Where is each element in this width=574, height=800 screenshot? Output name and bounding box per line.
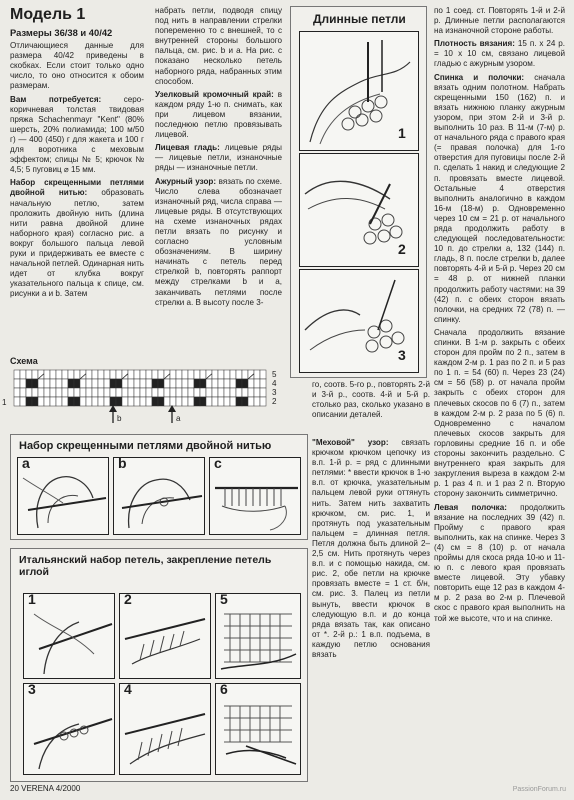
scheme-cell: [146, 370, 152, 379]
italian-number-3: 3: [28, 681, 36, 697]
fur-paragraph: [312, 438, 430, 660]
watermark: PassionForum.ru: [512, 786, 566, 793]
scheme-cell: [230, 370, 236, 379]
panel-number-3: 3: [398, 347, 406, 363]
italian-illustration-5: [216, 591, 300, 678]
scheme-cell: [224, 379, 230, 388]
scheme-cell: [74, 397, 80, 406]
scheme-cell: [38, 388, 44, 397]
scheme-cell: [200, 397, 206, 406]
scheme-cell: [212, 388, 218, 397]
scheme-cell: [158, 388, 164, 397]
scheme-cell: [104, 397, 110, 406]
italian-illustration-6: [216, 681, 300, 774]
scheme-cell: [104, 388, 110, 397]
scheme-cell: [158, 379, 164, 388]
scheme-cell: [140, 370, 146, 379]
caston-illustration-a: [18, 455, 108, 534]
long-loops-title: Длинные петли: [313, 12, 406, 26]
scheme-cell: [248, 379, 254, 388]
scheme-cell: [44, 397, 50, 406]
scheme-cell: [56, 388, 62, 397]
scheme-cell: [224, 397, 230, 406]
column-3-under-box: го, соотв. 5-го р., повторять 2-й и 3-й р., соотв. 4-й и 5-й р. столько раз, сколько указано в описании деталей.: [312, 380, 430, 420]
scheme-cell: [164, 379, 170, 388]
scheme-cell: [68, 379, 74, 388]
scheme-cell: [176, 397, 182, 406]
scheme-cell: [116, 397, 122, 406]
scheme-cell: [32, 397, 38, 406]
scheme-cell: [20, 379, 26, 388]
scheme-cell: [218, 370, 224, 379]
double-caston-panel-a: [17, 457, 109, 535]
scheme-cell: [62, 388, 68, 397]
scheme-cell: [212, 379, 218, 388]
scheme-cell: [80, 397, 86, 406]
scheme-cell: [188, 379, 194, 388]
scheme-cell: [104, 379, 110, 388]
density-paragraph: [434, 39, 565, 69]
long-loops-box: [290, 6, 427, 378]
scheme-cell: [110, 397, 116, 406]
scheme-cell: [206, 388, 212, 397]
scheme-cell: [74, 370, 80, 379]
scheme-cell: [92, 388, 98, 397]
scheme-cell: [218, 397, 224, 406]
scheme-cell: [134, 370, 140, 379]
scheme-row-4: 4: [272, 379, 277, 388]
arrow-b-label: b: [117, 414, 122, 423]
panel-letter-c: c: [214, 455, 222, 471]
panel-number-2: 2: [398, 241, 406, 257]
scheme-cell: [32, 379, 38, 388]
scheme-cell: [68, 370, 74, 379]
scheme-cell: [134, 397, 140, 406]
materials-text: серо-коричневая толстая твидовая пряжа Schachenmayr "Kent" (80% шерсть, 20% полиамида; 100 м/50 г) — 400 (450) г для жакета и 100 г для воротника с меховым эффектом; спицы № 5; крючок № 4,5; 5 пуговиц ⌀ 15 мм.: [10, 94, 144, 175]
scheme-cell: [260, 397, 266, 406]
scheme-cell: [158, 370, 164, 379]
scheme-cell: [176, 370, 182, 379]
column-2: [155, 6, 282, 308]
scheme-cell: [254, 379, 260, 388]
panel-letter-a: a: [22, 455, 30, 471]
scheme-cell: [176, 379, 182, 388]
lace-paragraph: [155, 177, 282, 308]
scheme-cell: [230, 397, 236, 406]
scheme-cell: [200, 388, 206, 397]
scheme-cell: [74, 388, 80, 397]
scheme-cell: [68, 388, 74, 397]
scheme-cell: [92, 370, 98, 379]
scheme-cell: [50, 379, 56, 388]
scheme-cell: [254, 397, 260, 406]
page-title: Модель 1: [10, 6, 86, 23]
back-paragraph: [434, 73, 565, 325]
left-front-text: продолжить вязание на последних 39 (42) п. Пройму с правого края выполнить, как на спинке. Через 3 (4) см = 8 (10) р. от начала проймы для скоса ряда 10-ю и 11-ю п. с левого края провязать вместе лицевой. Эту убавку повторить еще 12 раз в каждом 4-м р. 2 раза во 2-м р. Плечевой скос с правого края выполнить на той же высоте, что и на спинке.: [434, 502, 565, 623]
italian-illustration-2: [120, 591, 210, 678]
italian-panel-6: [215, 683, 301, 775]
scheme-chart: [2, 368, 282, 428]
left-front-paragraph: [434, 503, 565, 624]
scheme-cell: [236, 397, 242, 406]
scheme-cell: [146, 397, 152, 406]
scheme-cell: [182, 370, 188, 379]
lace-text: вязать по схеме. Число слева обозначает изнаночный ряд, числа справа — лицевые ряды. В отсутствующих на схеме изнаночных рядах петли вязать по рисунку и согласно условным обозначениям. В ширину начинать с петель перед стрелкой b, повторять раппорт между стрелками b и a, заканчивать петлями после стрелки a. В высоту после 3-: [155, 176, 282, 307]
scheme-cell: [92, 397, 98, 406]
scheme-cell: [62, 370, 68, 379]
scheme-cell: [194, 397, 200, 406]
column-4: [434, 6, 565, 624]
scheme-cell: [146, 379, 152, 388]
scheme-cell: [98, 388, 104, 397]
scheme-cell: [98, 370, 104, 379]
caston-paragraph: [10, 178, 144, 299]
scheme-cell: [38, 379, 44, 388]
scheme-cell: [260, 388, 266, 397]
caston-illustration-b: [114, 455, 204, 534]
scheme-cell: [212, 370, 218, 379]
scheme-cell: [218, 388, 224, 397]
double-caston-title: Набор скрещенными петлями двойной нитью: [19, 440, 272, 452]
italian-number-1: 1: [28, 591, 36, 607]
scheme-cell: [98, 397, 104, 406]
long-loops-panel-3: [299, 269, 419, 373]
scheme-cell: [104, 370, 110, 379]
scheme-cell: [254, 388, 260, 397]
scheme-cell: [56, 397, 62, 406]
scheme-cell: [224, 388, 230, 397]
scheme-cell: [188, 397, 194, 406]
scheme-cell: [32, 388, 38, 397]
stockinette-text: лицевые ряды — лицевые петли, изнаночные ряды — изнаночные петли.: [155, 143, 282, 173]
italian-number-2: 2: [124, 591, 132, 607]
scheme-row-number-left: 1: [2, 398, 7, 407]
scheme-cell: [152, 397, 158, 406]
italian-caston-box: [10, 548, 308, 782]
scheme-cell: [86, 388, 92, 397]
scheme-cell: [20, 397, 26, 406]
caston-illustration-c: [210, 455, 300, 534]
scheme-cell: [80, 379, 86, 388]
scheme-cell: [62, 397, 68, 406]
scheme-cell: [188, 370, 194, 379]
scheme-cell: [242, 388, 248, 397]
scheme-cell: [236, 388, 242, 397]
scheme-cell: [224, 370, 230, 379]
scheme-cell: [50, 370, 56, 379]
caston-text: образовать начальную петлю, затем проложить двойную нить (длина нити равна двойной длине наборного края) согласно рис. а вокруг большого пальца левой руки и придерживать ее вместе с начальной петлей. Одинарная нить идет от клубка вокруг указательного пальца к спице, см. рисунки а и b. Затем: [10, 188, 144, 299]
scheme-cell: [158, 397, 164, 406]
scheme-cell: [26, 379, 32, 388]
col2-p1: набрать петли, подводя спицу под нить в направлении стрелки попеременно то с внешней, то с внутренней стороны большого пальца, см. рис. b и a. На рис. c показано несколько петель наборного ряда, набранных этим способом.: [155, 6, 282, 86]
scheme-row-2: 2: [272, 397, 277, 406]
scheme-cell: [230, 379, 236, 388]
scheme-cell: [122, 388, 128, 397]
scheme-cell: [122, 379, 128, 388]
scheme-cell: [116, 388, 122, 397]
page-footer: 20 VERENA 4/2000: [10, 784, 81, 793]
scheme-grid: [10, 368, 282, 428]
fur-label: "Меховой" узор:: [312, 438, 389, 447]
scheme-cell: [248, 397, 254, 406]
scheme-cell: [140, 397, 146, 406]
scheme-cell: [50, 397, 56, 406]
scheme-cell: [140, 379, 146, 388]
column-1: [10, 28, 144, 299]
caston-label: Набор скрещенными петлями двойной нитью:: [10, 178, 144, 198]
scheme-cell: [98, 379, 104, 388]
scheme-cell: [74, 379, 80, 388]
scheme-cell: [86, 397, 92, 406]
scheme-cell: [230, 388, 236, 397]
scheme-cell: [26, 388, 32, 397]
scheme-cell: [50, 388, 56, 397]
scheme-cell: [14, 388, 20, 397]
scheme-cell: [38, 397, 44, 406]
back-paragraph-2: Сначала продолжить вязание спинки. В 1-м р. закрыть с обеих сторон для пройм по 2 п., затем в каждом 2-м р. 1 раз по 2 п. и 5 раз по 1 п. = 54 (60) п. Через 23 (24) см = 56 (58) р. от начала пройм закрыть с обеих сторон для плечевых скосов по 6 (7) п., затем в каждом 2-м р. 2 раза по 5 (6) п. Одновременно с началом плечевых скосов закрыть для горловины средние 16 п. и обе стороны закончить раздельно. С внутреннего края закрыть для закругления выреза в каждом 2-м р. 1 раз 4 п. и 1 раз 2 п. Вторую сторону закончить симметрично.: [434, 327, 565, 499]
fur-text: связать крючком крючком цепочку из в.п. 1-й р. = ряд с длинными петлями: * ввести крючок в 1-ю в.п. от крючка, указательным пальцем левой руки оттянуть нить. Затем нить захватить крючком, см. рис. 1, и протянуть под указательным пальцем = длинная петля. Петля должна быть длиной 2–2,5 см. Нить протянуть через в.п. и с помощью накида, см. рис. 2, обе петли на крючке провязать вместе = 1 ст. б/н, см. рис. 3. Палец из петли вынуть, ввести крючок в следующую в.п. и до конца ряда вязать так, как описано от *. 2-й р.: 1 в.п. подъема, в каждую петлю основания вязать: [312, 438, 430, 659]
panel-letter-b: b: [118, 455, 127, 471]
scheme-cell: [260, 370, 266, 379]
intro-text: Отличающиеся данные для размера 40/42 приведены в скобках. Если стоит только одно число, то оно относится к обоим размерам.: [10, 41, 144, 91]
double-caston-panel-c: [209, 457, 301, 535]
stockinette-label: Лицевая гладь:: [155, 143, 220, 153]
italian-number-5: 5: [220, 591, 228, 607]
back-label: Спинка и полочки:: [434, 72, 525, 82]
scheme-cell: [80, 388, 86, 397]
scheme-cell: [128, 397, 134, 406]
scheme-cell: [170, 379, 176, 388]
scheme-cell: [44, 379, 50, 388]
scheme-cell: [188, 388, 194, 397]
materials-paragraph: [10, 95, 144, 176]
scheme-cell: [212, 397, 218, 406]
scheme-cell: [62, 379, 68, 388]
scheme-cell: [44, 370, 50, 379]
scheme-cell: [20, 370, 26, 379]
scheme-cell: [110, 388, 116, 397]
scheme-cell: [164, 397, 170, 406]
scheme-cell: [242, 370, 248, 379]
italian-number-4: 4: [124, 681, 132, 697]
scheme-cell: [248, 388, 254, 397]
scheme-cell: [152, 370, 158, 379]
scheme-cell: [14, 397, 20, 406]
materials-label: Вам потребуется:: [10, 94, 102, 104]
panel-number-1: 1: [398, 125, 406, 141]
scheme-cell: [140, 388, 146, 397]
scheme-row-5: 5: [272, 370, 277, 379]
col4-p1: по 1 соед. ст. Повторять 1-й и 2-й р. Длинные петли располагаются на изнаночной стороне работы.: [434, 6, 565, 36]
scheme-cell: [134, 388, 140, 397]
scheme-cell: [56, 370, 62, 379]
scheme-cell: [122, 397, 128, 406]
scheme-cell: [170, 397, 176, 406]
scheme-cell: [236, 379, 242, 388]
edge-paragraph: [155, 90, 282, 140]
scheme-cell: [116, 370, 122, 379]
column-3b: [312, 438, 430, 660]
scheme-cell: [14, 379, 20, 388]
scheme-cell: [26, 397, 32, 406]
scheme-cell: [128, 388, 134, 397]
scheme-cell: [116, 379, 122, 388]
scheme-cell: [200, 370, 206, 379]
italian-illustration-4: [120, 681, 210, 774]
scheme-cell: [86, 379, 92, 388]
scheme-cell: [170, 388, 176, 397]
density-text: 15 п. х 24 р. = 10 х 10 см, связано лицевой гладью с ажурным узором.: [434, 39, 566, 69]
scheme-cell: [164, 388, 170, 397]
scheme-cell: [254, 370, 260, 379]
scheme-row-3: 3: [272, 388, 277, 397]
scheme-cell: [14, 370, 20, 379]
scheme-cell: [218, 379, 224, 388]
scheme-cell: [182, 397, 188, 406]
scheme-cell: [260, 379, 266, 388]
scheme-cell: [194, 388, 200, 397]
italian-panel-4: [119, 683, 211, 775]
scheme-cell: [176, 388, 182, 397]
density-label: Плотность вязания:: [434, 39, 515, 49]
edge-text: в каждом ряду 1-ю п. снимать, как при лицевом вязании, последнюю петлю провязывать лицевой.: [155, 89, 283, 140]
italian-number-6: 6: [220, 681, 228, 697]
lace-label: Ажурный узор:: [155, 176, 217, 186]
scheme-cell: [206, 397, 212, 406]
scheme-cell: [110, 370, 116, 379]
italian-panel-5: [215, 593, 301, 679]
scheme-cell: [152, 388, 158, 397]
scheme-cell: [182, 388, 188, 397]
scheme-cell: [110, 379, 116, 388]
scheme-cell: [56, 379, 62, 388]
edge-label: Узелковый кромочный край:: [155, 89, 274, 99]
scheme-cell: [134, 379, 140, 388]
scheme-cell: [152, 379, 158, 388]
scheme-label: Схема: [10, 356, 38, 366]
scheme-cell: [92, 379, 98, 388]
scheme-cell: [86, 370, 92, 379]
double-caston-panel-b: [113, 457, 205, 535]
scheme-cell: [128, 370, 134, 379]
scheme-cell: [194, 379, 200, 388]
scheme-cell: [236, 370, 242, 379]
scheme-cell: [146, 388, 152, 397]
stockinette-paragraph: [155, 143, 282, 173]
scheme-cell: [182, 379, 188, 388]
sizes-heading: Размеры 36/38 и 40/42: [10, 27, 113, 38]
scheme-cell: [32, 370, 38, 379]
scheme-cell: [68, 397, 74, 406]
scheme-cell: [194, 370, 200, 379]
italian-panel-3: [23, 683, 115, 775]
back-text: сначала вязать одним полотном. Набрать скрещенными 150 (162) п. и вязать нижнюю планку ажурным узором, при этом 2-й и 3-й р. выполнить 10 раз. В 11-м (7-м) р. от начального ряда с правого края (= правая полочка) для 1-го отверстия для пуговицы после 2-й п. сделать 1 накид и следующие 2 п. провязать вместе лицевой. Остальные 4 отверстия выполнить аналогично в каждом 16-м (18-м) р. Одновременно через 10 см = 21 р. от начального ряда продолжить работу в следующей последовательности: 10 п. до стрелки a, 132 (144) п. гладь, 8 п. после стрелки b, далее повторять 4-й и 5-й р. Через 20 см = 48 р. от нижней планки продолжить работу частями: на 39 (42) п. с обеих сторон вязать полочки, на средних 72 (78) п. — спинку.: [434, 72, 566, 324]
scheme-cell: [242, 379, 248, 388]
italian-panel-2: [119, 593, 211, 679]
scheme-cell: [26, 370, 32, 379]
scheme-cell: [44, 388, 50, 397]
italian-illustration-1: [24, 591, 114, 678]
italian-illustration-3: [24, 681, 114, 774]
double-caston-box: [10, 434, 308, 540]
italian-caston-title: Итальянский набор петель, закрепление петель иглой: [19, 554, 272, 578]
long-loops-panel-1: [299, 31, 419, 151]
scheme-cell: [20, 388, 26, 397]
scheme-cell: [200, 379, 206, 388]
long-loops-panel-2: [299, 153, 419, 267]
italian-panel-1: [23, 593, 115, 679]
scheme-cell: [242, 397, 248, 406]
arrow-a-label: a: [176, 414, 181, 423]
scheme-cell: [206, 379, 212, 388]
scheme-cell: [128, 379, 134, 388]
left-front-label: Левая полочка:: [434, 502, 507, 512]
scheme-cell: [170, 370, 176, 379]
